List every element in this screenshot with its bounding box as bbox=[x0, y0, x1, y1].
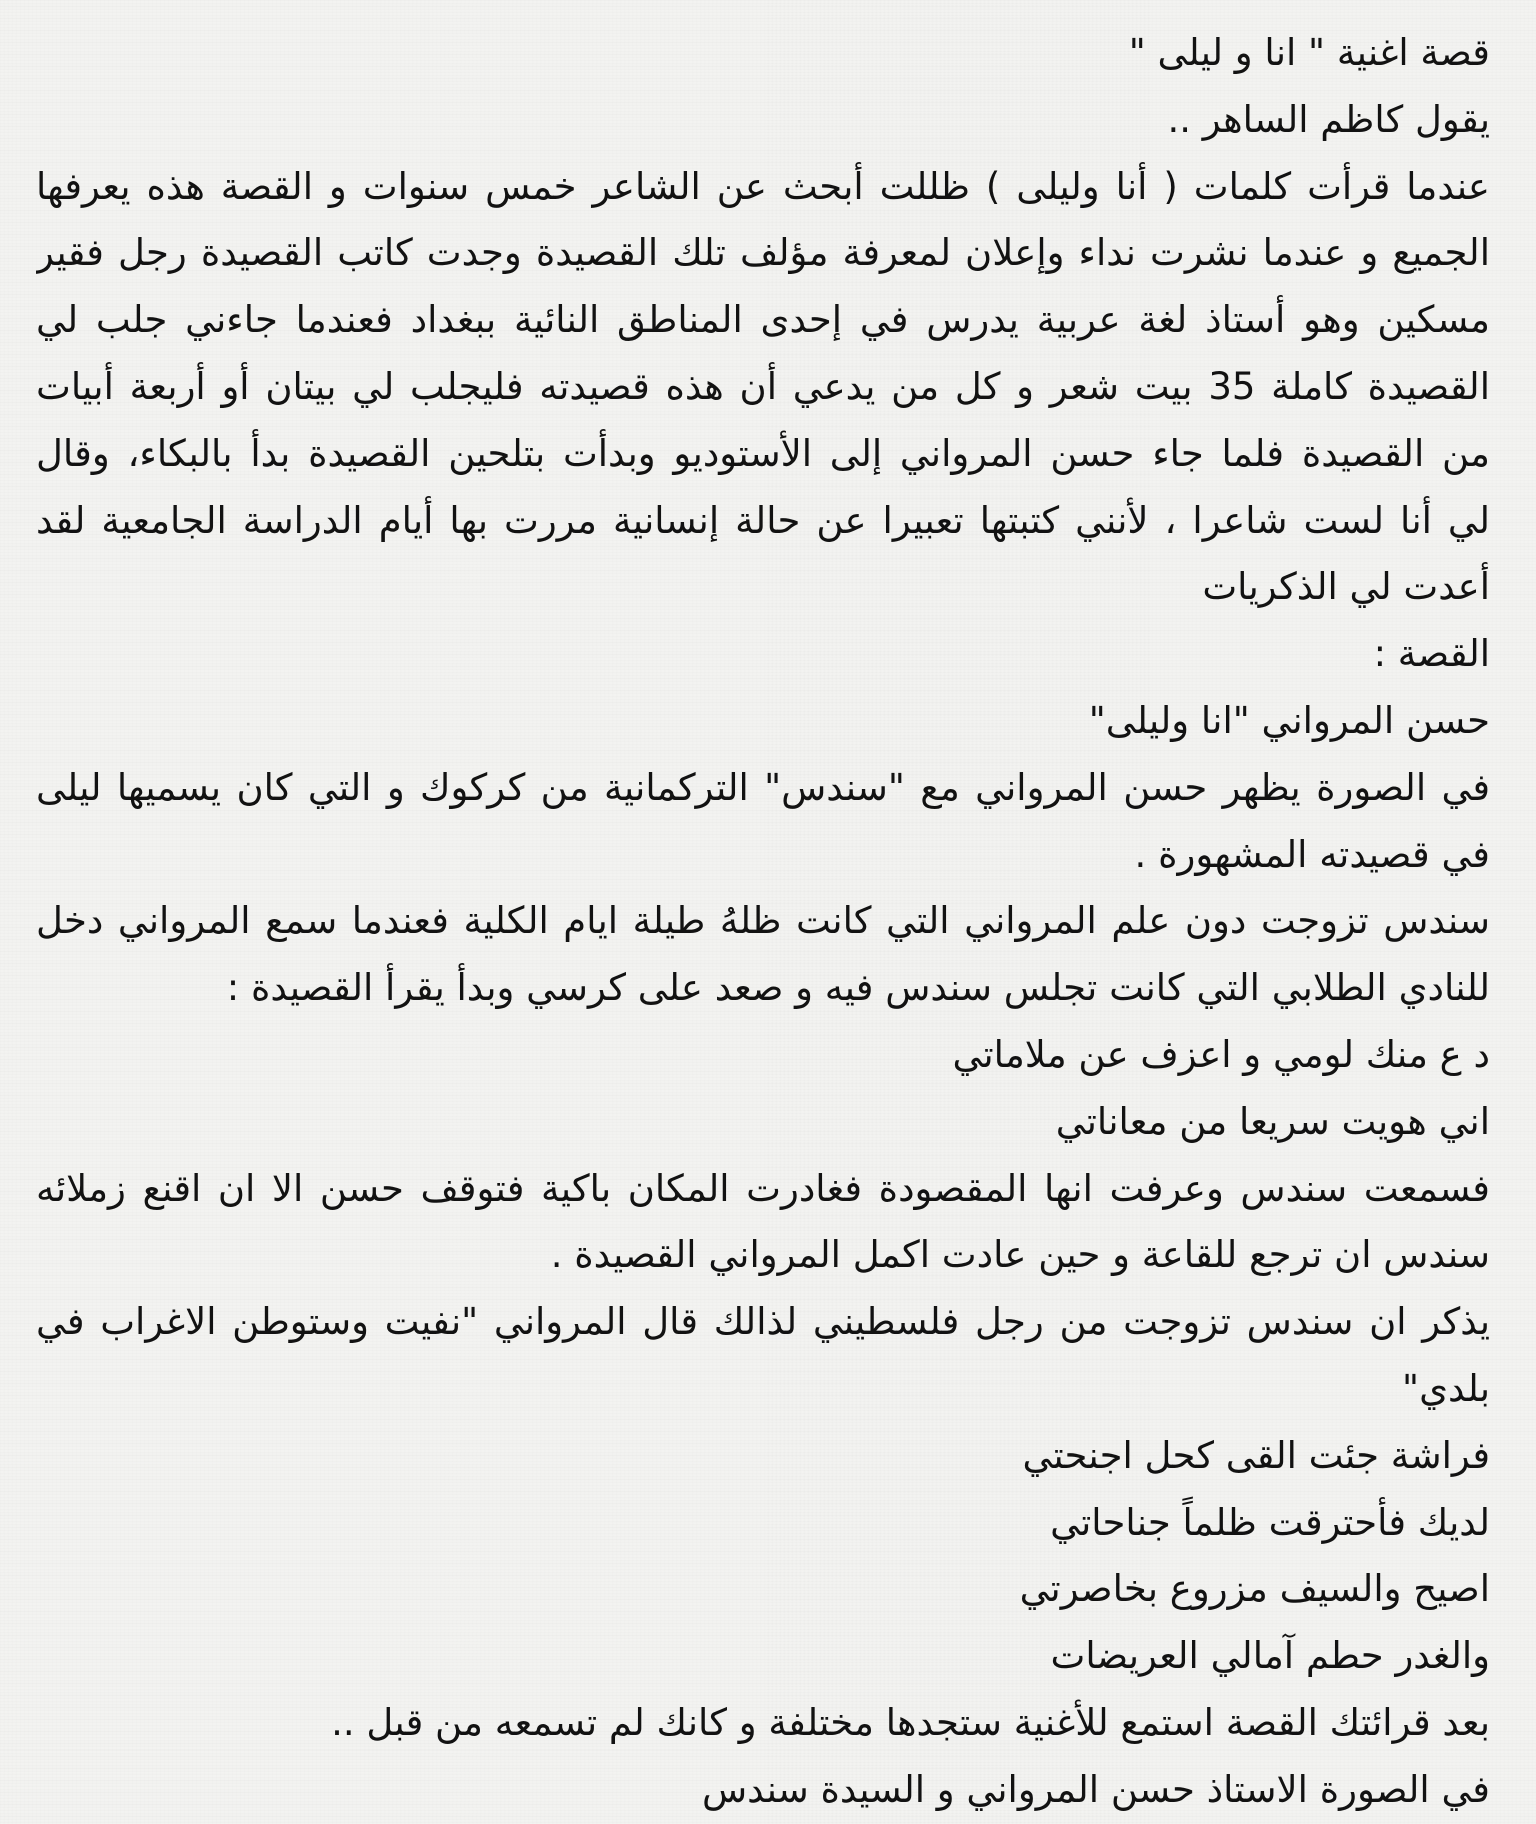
poem-verse: والغدر حطم آمالي العريضات bbox=[1050, 1634, 1490, 1678]
text-line: للنادي الطلابي التي كانت تجلس سندس فيه و صعد على كرسي وبدأ يقرأ القصيدة : bbox=[226, 966, 1490, 1010]
text-line: سندس ان ترجع للقاعة و حين عادت اكمل المرواني القصيدة . bbox=[550, 1233, 1490, 1277]
text-line: في الصورة يظهر حسن المرواني مع "سندس" التركمانية من كركوك و التي كان يسميها ليلى bbox=[36, 765, 1490, 809]
text-line: لي أنا لست شاعرا ، لأنني كتبتها تعبيرا عن حالة إنسانية مررت بها أيام الدراسة الجامعية لقد bbox=[36, 498, 1490, 542]
text-line: بعد قرائتك القصة استمع للأغنية ستجدها مختلفة و كانك لم تسمعه من قبل .. bbox=[331, 1700, 1490, 1744]
text-line: في قصيدته المشهورة . bbox=[1134, 832, 1490, 876]
text-line: عندما قرأت كلمات ( أنا وليلى ) ظللت أبحث عن الشاعر خمس سنوات و القصة هذه يعرفها bbox=[36, 164, 1490, 208]
poem-verse: اصيح والسيف مزروع بخاصرتي bbox=[1019, 1567, 1490, 1611]
text-line: الجميع و عندما نشرت نداء وإعلان لمعرفة مؤلف تلك القصيدة وجدت كاتب القصيدة رجل فقير bbox=[36, 231, 1490, 275]
poem-verse: فراشة جئت القى كحل اجنحتي bbox=[1022, 1433, 1490, 1477]
text-line: فسمعت سندس وعرفت انها المقصودة فغادرت المكان باكية فتوقف حسن الا ان اقنع زملائه bbox=[36, 1166, 1490, 1210]
text-line: في الصورة الاستاذ حسن المرواني و السيدة سندس bbox=[701, 1767, 1490, 1811]
text-line: القصيدة كاملة 35 بيت شعر و كل من يدعي أن هذه قصيدته فليجلب لي بيتان أو أربعة أبيات bbox=[36, 364, 1490, 408]
story-title: قصة اغنية " انا و ليلى " bbox=[1128, 31, 1490, 74]
text-line: من القصيدة فلما جاء حسن المرواني إلى الأستوديو وبدأت بتلحين القصيدة بدأ بالبكاء، وقال bbox=[36, 431, 1490, 475]
text-line: سندس تزوجت دون علم المرواني التي كانت ظلهُ طيلة ايام الكلية فعندما سمع المرواني دخل bbox=[36, 899, 1490, 943]
text-line: حسن المرواني "انا وليلى" bbox=[1088, 698, 1490, 742]
text-line: يذكر ان سندس تزوجت من رجل فلسطيني لذالك قال المرواني "نفيت وستوطن الاغراب في bbox=[36, 1300, 1490, 1344]
poem-verse: اني هويت سريعا من معاناتي bbox=[1055, 1099, 1490, 1143]
text-line: يقول كاظم الساهر .. bbox=[1167, 97, 1490, 141]
section-heading: القصة : bbox=[1373, 632, 1490, 676]
text-line: مسكين وهو أستاذ لغة عربية يدرس في إحدى المناطق النائية ببغداد فعندما جاءني جلب لي bbox=[36, 298, 1490, 342]
text-line: أعدت لي الذكريات bbox=[1202, 565, 1490, 609]
text-line: بلدي" bbox=[1402, 1366, 1490, 1410]
poem-verse: د ع منك لومي و اعزف عن ملاماتي bbox=[952, 1032, 1490, 1076]
poem-verse: لديك فأحترقت ظلماً جناحاتي bbox=[1050, 1500, 1490, 1544]
